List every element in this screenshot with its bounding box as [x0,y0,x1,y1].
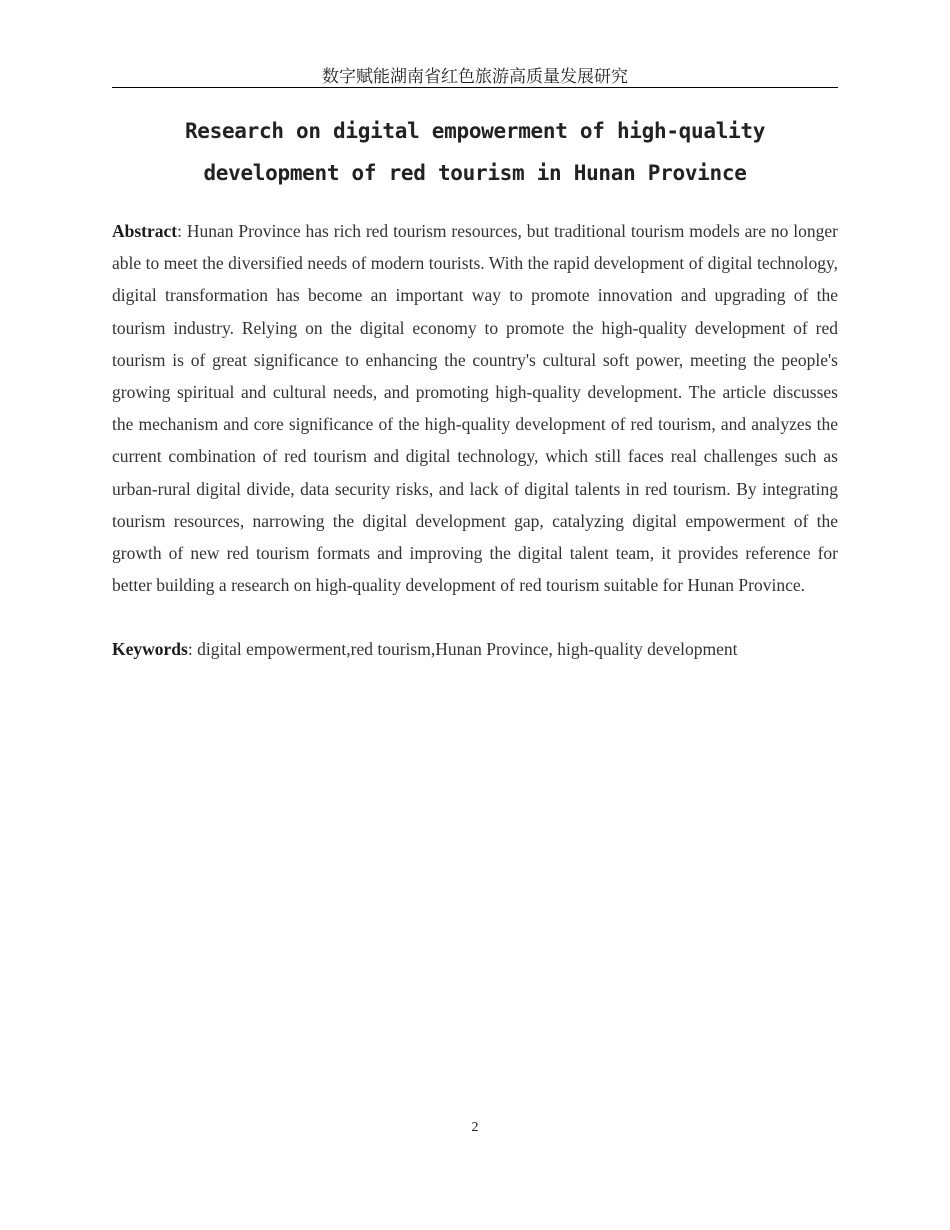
running-header: 数字赋能湖南省红色旅游高质量发展研究 [112,66,838,88]
page-number: 2 [471,1120,479,1135]
paper-title [112,110,838,194]
keywords-separator: : [187,639,198,659]
abstract-label: Abstract [112,221,178,241]
paper-title-line-2: development of red tourism in Hunan Province [203,161,747,185]
keywords-text: digital empowerment,red tourism,Hunan Province, high-quality development [197,639,738,659]
abstract-paragraph [112,215,838,601]
abstract-separator: : [177,221,187,241]
abstract-text: Hunan Province has rich red tourism resources, but traditional tourism models are no longer able to meet the diversified needs of modern tourists. With the rapid development of digital technology, digital transformation has become an important way to promote innovation and upgrading of the tourism industry. Relying on the digital economy to promote the high-quality development of red tourism is of great significance to enhancing the country's cultural soft power, meeting the people's growing spiritual and cultural needs, and promoting high-quality development. The article discusses the mechanism and core significance of the high-quality development of red tourism, and analyzes the current combination of red tourism and digital technology, which still faces real challenges such as urban-rural digital divide, data security risks, and lack of digital talents in red tourism. By integrating tourism resources, narrowing the digital development gap, catalyzing digital empowerment of the growth of new red tourism formats and improving the digital talent team, it provides reference for better building a research on high-quality development of red tourism suitable for Hunan Province. [112,221,838,596]
keywords-paragraph [112,633,838,665]
paper-title-line-1: Research on digital empowerment of high-quality [184,119,766,143]
keywords-label: Keywords [112,639,188,659]
